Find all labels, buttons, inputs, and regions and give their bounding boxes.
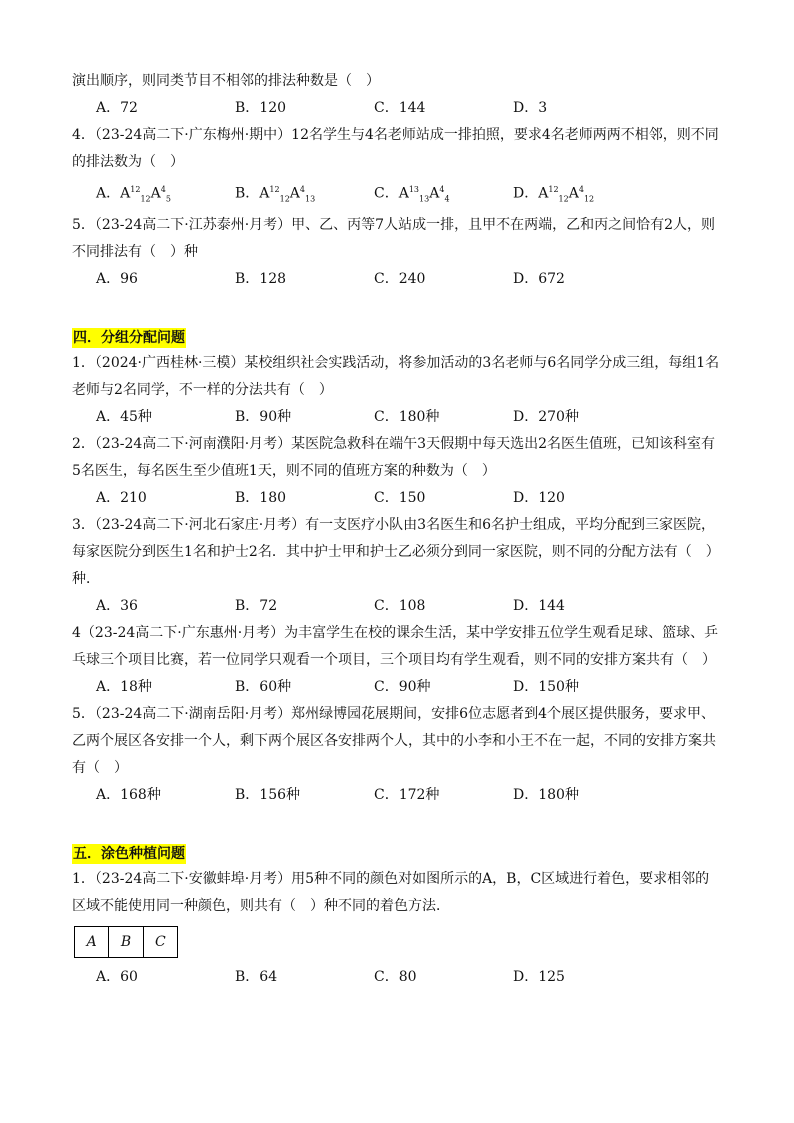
answer-options [96, 485, 722, 512]
region-a: A [75, 927, 109, 957]
question-text: 3．（23-24高二下·河北石家庄·月考）有一支医疗小队由3名医生和6名护士组成，平均分配到三家医院，每家医院分到医生1名和护士2名．其中护士甲和护士乙必须分到同一家医院，则不同的分配方法有（ ）种． [72, 517, 720, 588]
option-c: C．$A^{13}_{13}A^4_4$ [374, 185, 450, 204]
option-b: B．60种 [235, 679, 292, 696]
option-d: D．270种 [513, 409, 579, 426]
answer-options [96, 404, 722, 431]
option-d: D．672 [513, 271, 565, 288]
question-text: 4．（23-24高二下·广东梅州·期中）12名学生与4名老师站成一排拍照，要求4名老师两两不相邻，则不同的排法数为（ ） [72, 127, 719, 170]
answer-options [96, 782, 722, 809]
section-heading [72, 327, 722, 348]
option-d: D．144 [513, 598, 565, 615]
question-text: 2．（23-24高二下·河南濮阳·月考）某医院急救科在端午3天假期中每天选出2名医生值班，已知该科室有5名医生，每名医生至少值班1天，则不同的值班方案的种数为（ ） [72, 436, 715, 480]
question-text: 5．（23-24高二下·江苏泰州·月考）甲、乙、丙等7人站成一排，且甲不在两端，乙和丙之间恰有2人，则不同排法有（ ）种 [72, 217, 715, 261]
region-c: C [154, 934, 166, 951]
section-title: 四．分组分配问题 [73, 330, 185, 347]
option-a: A．60 [96, 969, 138, 986]
option-c: C．144 [374, 100, 426, 116]
option-a: A．96 [96, 271, 138, 288]
region-figure [74, 926, 178, 958]
option-c: C．172种 [374, 787, 440, 804]
answer-options [96, 176, 722, 212]
option-b: B．128 [235, 271, 287, 288]
option-c: C．80 [374, 969, 417, 986]
question-continuation: 演出顺序，则同类节目不相邻的排法种数是（ ） [72, 73, 380, 89]
question-text: 1．（23-24高二下·安徽蚌埠·月考）用5种不同的颜色对如图所示的A，B，C区域进行着色，要求相邻的区域不能使用同一种颜色，则共有（ ）种不同的着色方法． [72, 871, 710, 915]
answer-options [96, 674, 722, 701]
option-c: C．90种 [374, 679, 431, 696]
answer-options [96, 266, 722, 293]
option-a: A．$A^{12}_{12}A^4_5$ [96, 185, 171, 204]
section-heading [72, 843, 722, 864]
section-title: 五．涂色种植问题 [73, 846, 185, 863]
option-a: A．36 [96, 598, 138, 615]
option-a: A．210 [96, 490, 147, 507]
answer-options [96, 95, 722, 122]
option-b: B．180 [235, 490, 287, 507]
question-text: 1．（2024·广西桂林·三模）某校组织社会实践活动，将参加活动的3名老师与6名同学分成三组，每组1名老师与2名同学，不一样的分法共有（ ） [72, 355, 720, 399]
option-c: C．108 [374, 598, 426, 615]
option-d: D．180种 [513, 787, 579, 804]
option-b: B．156种 [235, 787, 301, 804]
question-text: 5．（23-24高二下·湖南岳阳·月考）郑州绿博园花展期间，安排6位志愿者到4个展区提供服务，要求甲、乙两个展区各安排一个人，剩下两个展区各安排两个人，其中的小李和小王不在一起，不同的安排方案共有（ ） [72, 706, 716, 777]
option-a: A．18种 [96, 679, 152, 696]
option-b: B．120 [235, 100, 287, 116]
option-c: C．240 [374, 271, 426, 288]
option-d: D．3 [513, 100, 548, 116]
document-page [72, 68, 722, 991]
option-d: D．120 [513, 490, 565, 507]
option-d: D．150种 [513, 679, 579, 696]
question-text: 4（23-24高二下·广东惠州·月考）为丰富学生在校的课余生活，某中学安排五位学生观看足球、篮球、乒乓球三个项目比赛，若一位同学只观看一个项目，三个项目均有学生观看，则不同的安排方案共有（ ） [72, 625, 719, 669]
option-a: A．45种 [96, 409, 152, 426]
option-b: B．90种 [235, 409, 292, 426]
option-a: A．168种 [96, 787, 161, 804]
option-c: C．150 [374, 490, 426, 507]
option-b: B．$A^{12}_{12}A^4_{13}$ [235, 185, 316, 204]
option-d: D．125 [513, 969, 565, 986]
option-c: C．180种 [374, 409, 440, 426]
region-b: B [109, 927, 143, 957]
option-b: B．64 [235, 969, 278, 986]
option-d: D．$A^{12}_{12}A^4_{12}$ [513, 185, 595, 204]
option-b: B．72 [235, 598, 278, 615]
answer-options [96, 593, 722, 620]
answer-options [96, 964, 722, 991]
option-a: A．72 [96, 100, 138, 116]
